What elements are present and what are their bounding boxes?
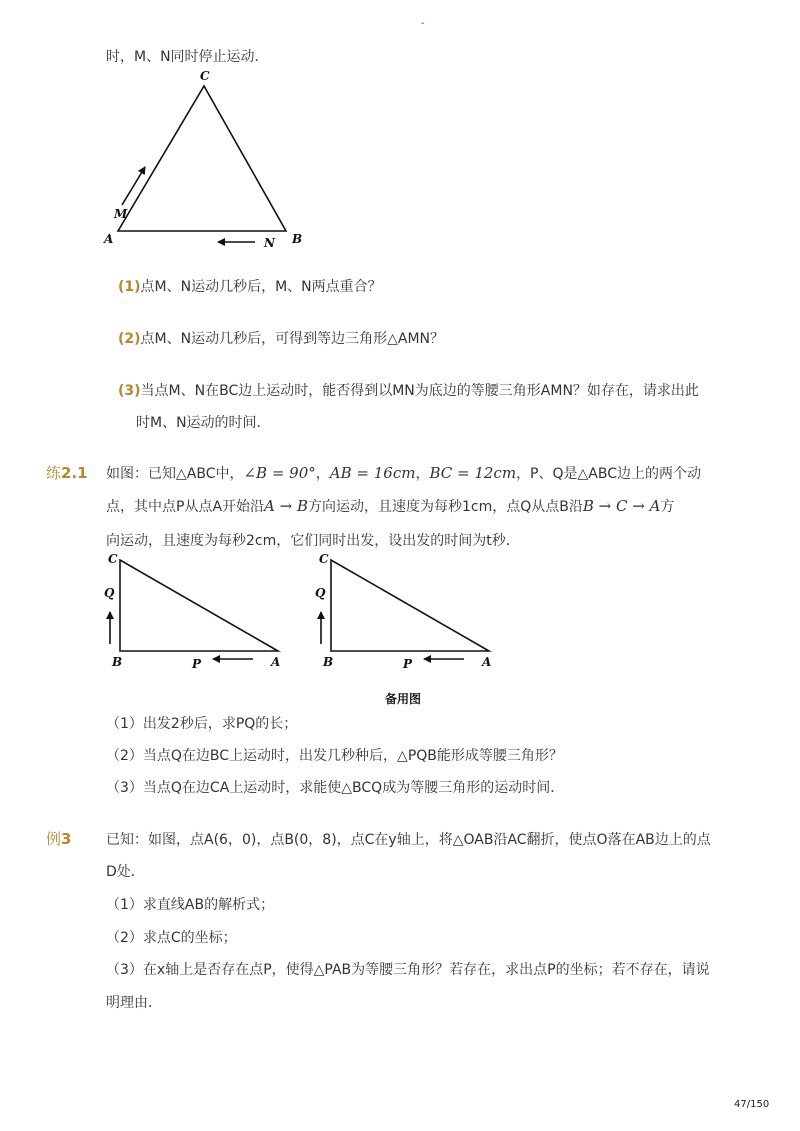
text-run: ，P、Q是△ABC边上的两个动: [516, 466, 702, 482]
example-line-1: 已知：如图，点A(6，0)，点B(0，8)，点C在y轴上，将△OAB沿AC翻折，使点O落在AB边上的点: [106, 832, 711, 848]
math-bc: BC = 12cm: [429, 464, 517, 482]
practice-question-2: （2）当点Q在边BC上运动时，出发几秒种后，△PQB能形成等腰三角形？: [106, 748, 563, 764]
practice-question-1: （1）出发2秒后，求PQ的长；: [106, 716, 298, 732]
practice-label: [46, 462, 88, 483]
right-triangle-figure-2: [311, 548, 501, 673]
text-run: ，: [315, 466, 330, 482]
practice-question-3: （3）当点Q在边CA上运动时，求能使△BCQ成为等腰三角形的运动时间．: [106, 780, 565, 796]
vertex-a-label: A: [482, 655, 492, 669]
math-a-to-b: A → B: [264, 497, 308, 515]
example-question-3: （3）在x轴上是否存在点P，使得△PAB为等腰三角形？若存在，求出点P的坐标；若不存在，请说: [106, 962, 710, 978]
text-run: 方向运动，且速度为每秒1cm，点Q从点B沿: [308, 499, 583, 515]
text-run: ，: [415, 466, 430, 482]
right-triangle-figure-1: [100, 548, 290, 673]
question-number: (3): [118, 383, 141, 399]
example-question-1: （1）求直线AB的解析式；: [106, 897, 275, 913]
vertex-a-label: A: [104, 232, 114, 246]
practice-label-number: 2.1: [61, 464, 88, 482]
question-2: [118, 328, 444, 348]
practice-line-1: [106, 463, 701, 483]
question-number: (1): [118, 279, 141, 295]
point-n-label: N: [264, 236, 275, 250]
vertex-a-label: A: [271, 655, 281, 669]
math-angle-b: ∠B = 90°: [243, 464, 316, 482]
example-label-prefix: 例: [46, 830, 62, 848]
practice-line-2: [106, 496, 674, 516]
text-run: 点，其中点P从点A开始沿: [106, 499, 265, 515]
example-question-3-continuation: 明理由．: [106, 995, 162, 1011]
point-q-label: Q: [104, 586, 115, 600]
point-m-label: M: [114, 207, 128, 221]
text-run: 如图：已知△ABC中，: [106, 466, 244, 482]
triangle-figure-1: [100, 66, 315, 256]
vertex-c-label: C: [108, 552, 118, 566]
example-label: [46, 828, 71, 849]
page-number: 47/150: [734, 1099, 770, 1110]
question-text: 点M、N运动几秒后，可得到等边三角形△AMN？: [140, 331, 444, 347]
question-3: [118, 380, 699, 400]
math-ab: AB = 16cm: [329, 464, 416, 482]
text-run: 方: [660, 499, 675, 515]
point-q-label: Q: [315, 586, 326, 600]
point-p-label: P: [403, 657, 413, 671]
practice-line-3: 向运动，且速度为每秒2cm，它们同时出发，设出发的时间为t秒．: [106, 533, 520, 549]
example-label-number: 3: [61, 830, 72, 848]
question-text: 当点M、N在BC边上运动时，能否得到以MN为底边的等腰三角形AMN？如存在，请求出此: [140, 383, 699, 399]
figure-caption: 备用图: [385, 692, 422, 706]
question-text: 点M、N运动几秒后，M、N两点重合？: [140, 279, 382, 295]
triangle-abc: [120, 560, 278, 651]
continuation-text: 时，M、N同时停止运动．: [106, 49, 269, 65]
question-number: (2): [118, 331, 141, 347]
question-3-continuation: 时M、N运动的时间．: [136, 415, 271, 431]
example-line-2: D处．: [106, 864, 145, 880]
math-b-to-c-to-a: B → C → A: [582, 497, 661, 515]
vertex-b-label: B: [292, 232, 303, 246]
vertex-c-label: C: [319, 552, 329, 566]
vertex-b-label: B: [112, 655, 123, 669]
vertex-c-label: C: [200, 69, 210, 83]
arrow-m: [122, 167, 145, 205]
practice-label-prefix: 练: [46, 464, 62, 482]
point-p-label: P: [192, 657, 202, 671]
vertex-b-label: B: [323, 655, 334, 669]
question-1: [118, 276, 382, 296]
triangle-abc: [118, 86, 286, 231]
triangle-abc: [331, 560, 489, 651]
header-mark: -: [421, 18, 425, 29]
example-question-2: （2）求点C的坐标；: [106, 930, 237, 946]
